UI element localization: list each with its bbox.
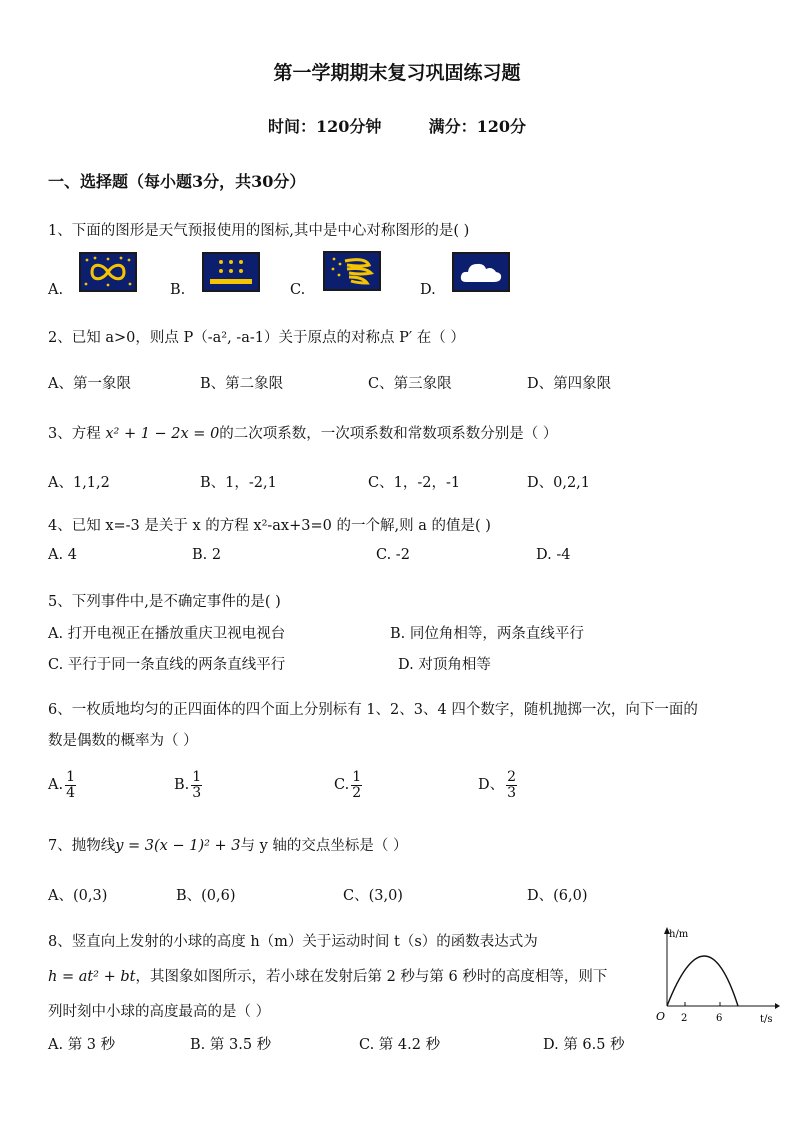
q6-opt-b — [174, 770, 202, 800]
q4-opt-b: B. 2 — [192, 547, 222, 563]
q6-opt-b-label: B. — [174, 777, 190, 794]
q6-stem-line2: 数是偶数的概率为（ ） — [48, 733, 198, 749]
q5-opt-a: A. 打开电视正在播放重庆卫视电视台 — [48, 626, 286, 642]
dew-icon — [202, 252, 260, 292]
q8-opt-d: D. 第 6.5 秒 — [543, 1037, 625, 1053]
q6-opt-c — [334, 770, 362, 800]
q8-equation: h = at² + bt — [48, 969, 136, 985]
time-label: 时间：120分钟 — [268, 117, 382, 136]
q7-opt-b: B、(0,6) — [176, 888, 236, 904]
q5-opt-b: B. 同位角相等，两条直线平行 — [390, 626, 584, 642]
q2-opt-c: C、第三象限 — [368, 376, 452, 392]
score-label: 满分：120分 — [428, 117, 526, 136]
q8-stem-line3: 列时刻中小球的高度最高的是（ ） — [48, 1004, 271, 1020]
q4-stem: 4、已知 x=-3 是关于 x 的方程 x²-ax+3=0 的一个解,则 a 的值是( ) — [48, 518, 491, 534]
q6-stem-line1: 6、一枚质地均匀的正四面体的四个面上分别标有 1、2、3、4 四个数字，随机抛掷一次，向下一面的 — [48, 702, 698, 718]
q3-stem-post: 的二次项系数，一次项系数和常数项系数分别是（ ） — [219, 426, 558, 442]
q8-opt-a: A. 第 3 秒 — [48, 1037, 116, 1053]
q8-stem-line1: 8、竖直向上发射的小球的高度 h（m）关于运动时间 t（s）的函数表达式为 — [48, 934, 538, 950]
q6-opt-a — [48, 770, 76, 800]
q8-opt-c: C. 第 4.2 秒 — [359, 1037, 441, 1053]
tick-label-2: 2 — [681, 1013, 688, 1024]
q6-opt-c-label: C. — [334, 777, 350, 794]
q4-opt-d: D. -4 — [536, 547, 571, 563]
q3-opt-a: A、1,1,2 — [48, 475, 110, 491]
q1-opt-a: A. — [48, 282, 64, 298]
infinity-icon — [79, 252, 137, 292]
q4-opt-c: C. -2 — [376, 547, 410, 563]
tick-label-6: 6 — [716, 1013, 723, 1024]
q1-opt-b: B. — [170, 282, 186, 298]
q6-opt-d — [478, 770, 517, 800]
fraction: $\frac{1}{3}$ — [192, 769, 202, 801]
q5-opt-c: C. 平行于同一条直线的两条直线平行 — [48, 657, 286, 673]
q7-opt-d: D、(6,0) — [527, 888, 588, 904]
fraction: $\frac{2}{3}$ — [507, 769, 517, 801]
q3-opt-c: C、1，-2，-1 — [368, 475, 461, 491]
x-axis-arrow — [775, 1003, 780, 1009]
q3-stem-pre: 3、方程 — [48, 426, 106, 442]
q3-equation: x² + 1 − 2x = 0 — [105, 426, 220, 442]
q2-opt-b: B、第二象限 — [200, 376, 284, 392]
q7-stem-post: 与 y 轴的交点坐标是（ ） — [240, 838, 408, 854]
q3-opt-d: D、0,2,1 — [527, 475, 591, 491]
q8-graph — [645, 924, 780, 1028]
q5-stem: 5、下列事件中,是不确定事件的是( ) — [48, 594, 281, 610]
q7-equation: y = 3(x − 1)² + 3 — [115, 838, 241, 854]
q3-opt-b: B、1，-2,1 — [200, 475, 277, 491]
q1-opt-c: C. — [290, 282, 306, 298]
q1-stem: 1、下面的图形是天气预报使用的图标,其中是中心对称图形的是( ) — [48, 223, 470, 239]
fraction: $\frac{1}{2}$ — [352, 769, 362, 801]
q7-stem — [48, 834, 408, 855]
y-label: h/m — [669, 929, 689, 940]
q2-opt-a: A、第一象限 — [48, 376, 131, 392]
q1-opt-d: D. — [420, 282, 436, 298]
q7-opt-c: C、(3,0) — [343, 888, 403, 904]
q2-opt-d: D、第四象限 — [527, 376, 612, 392]
x-label: t/s — [760, 1014, 773, 1025]
q7-opt-a: A、(0,3) — [48, 888, 108, 904]
q5-opt-d: D. 对顶角相等 — [398, 657, 491, 673]
section-title: 一、选择题（每小题3分，共30分） — [48, 172, 306, 191]
origin-label: O — [656, 1010, 666, 1023]
cloud-icon — [452, 252, 510, 292]
q8-stem-line2 — [48, 965, 607, 986]
dust-icon — [323, 251, 381, 291]
q2-stem: 2、已知 a>0，则点 P（-a², -a-1）关于原点的对称点 P′ 在（ ） — [48, 330, 465, 346]
q8-stem-line2-post: ，其图象如图所示，若小球在发射后第 2 秒与第 6 秒时的高度相等，则下 — [135, 969, 608, 985]
q3-stem — [48, 422, 557, 443]
q6-opt-d-label: D、 — [478, 777, 505, 794]
page-title: 第一学期期末复习巩固练习题 — [273, 62, 521, 84]
parabola-curve — [667, 956, 738, 1006]
q7-stem-pre: 7、抛物线 — [48, 838, 116, 854]
q8-opt-b: B. 第 3.5 秒 — [190, 1037, 272, 1053]
fraction: $\frac{1}{4}$ — [66, 769, 76, 801]
q4-opt-a: A. 4 — [48, 547, 77, 563]
exam-info — [0, 114, 794, 137]
q6-opt-a-label: A. — [48, 777, 64, 794]
